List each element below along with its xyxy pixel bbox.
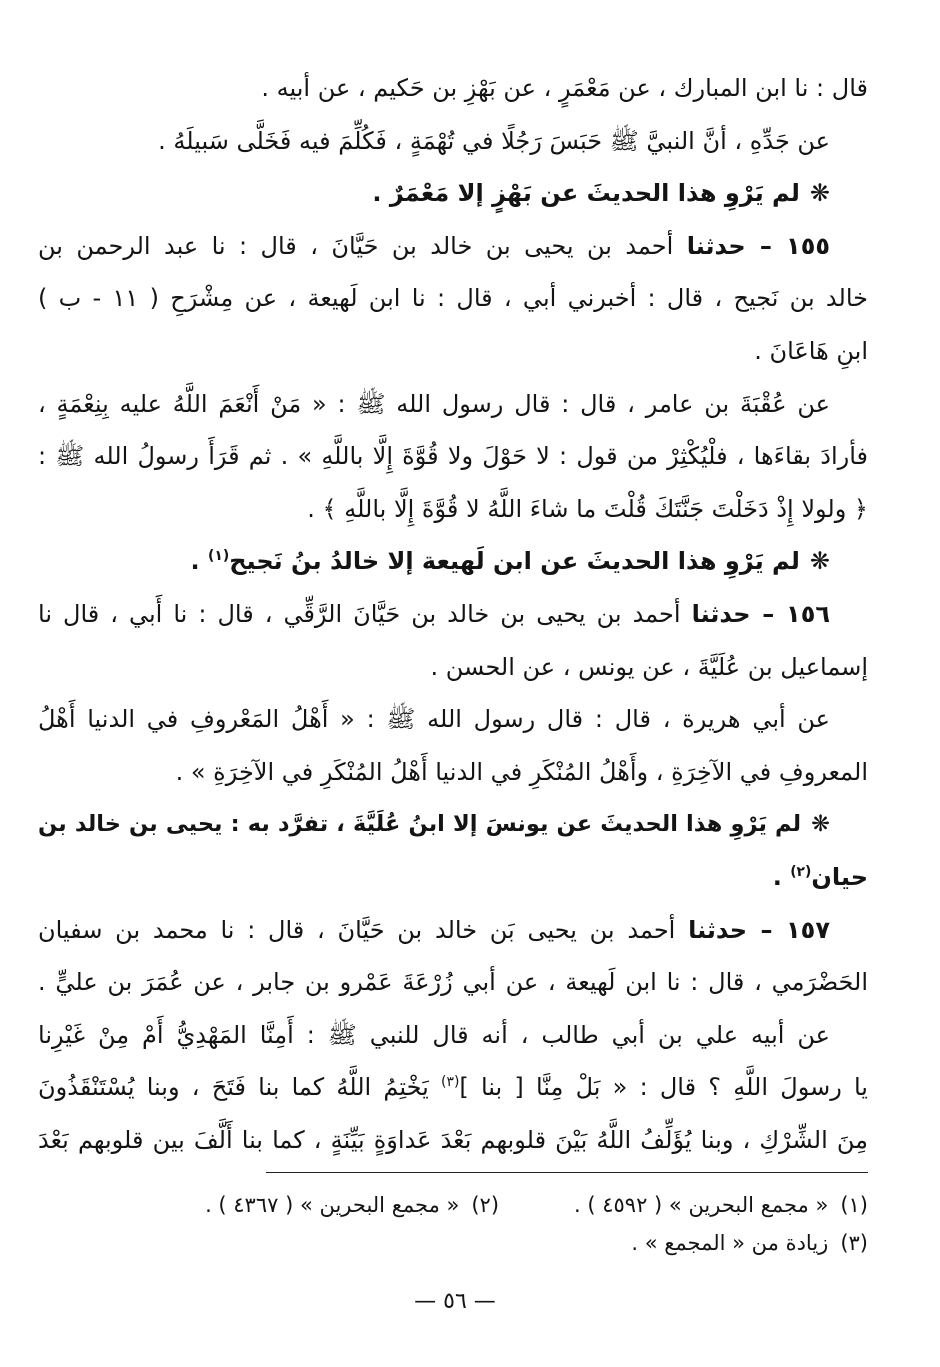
footnote-2 [205,1186,499,1224]
note-text: لم يَرْوِ هذا الحديثَ عن يونسَ إلا ابنُ عُلَيَّةَ ، تفرَّد به : يحيى بن خالد بن [38,811,802,838]
text-line [38,1061,868,1114]
line-text: أحمد بن يحيى بَن خالد بن حَيَّانَ ، قال : نا محمد بن سفيان [38,915,689,944]
editor-note [38,798,868,851]
line-text: يا رسولَ اللَّهِ ؟ قال : « بَلْ مِنَّا [ بنا ] [459,1073,868,1102]
line-text: أحمد بن يحيى بن خالد بن حَيَّانَ ، قال : نا عبد الرحمن بن [38,231,687,260]
main-text [38,62,868,1166]
line-text-continued: يَخْتِمُ اللَّهُ كما بنا فَتَحَ ، وبنا يُسْتَنْقَذُونَ [38,1073,442,1102]
text-line [38,956,868,1009]
line-text: عن عُقْبَةَ بن عامر ، قال : قال رسول الله ﷺ : « مَنْ أَنْعَمَ اللَّهُ عليه بِنِعْمَةٍ ، [38,389,830,418]
hadith-number: ١٥٦ – حدثنا [691,599,830,628]
text-line [38,430,868,483]
footnote-number: (١) [840,1193,868,1217]
page-number: — ٥٦ — [414,1289,496,1314]
footnote-ref: (٣) [441,1074,460,1091]
footnote-text: « مجمع البحرين » ( ٤٣٦٧ ) . [205,1193,460,1217]
quran-verse-line [38,483,868,536]
hadith-number: ١٥٧ – حدثنا [688,915,830,944]
note-end: . [190,547,208,576]
note-text: لم يَرْوِ هذا الحديثَ عن ابن لَهيعة إلا خالدُ بنُ نَجيح [229,547,800,576]
footnotes [38,1186,868,1262]
text-line [38,746,868,799]
line-text: قال : نا ابن المبارك ، عن مَعْمَرٍ ، عن بَهْزِ بن حَكيم ، عن أبيه . [261,74,868,102]
footnote-row [38,1224,868,1262]
line-text: المعروفِ في الآخِرَةِ ، وأَهْلُ المُنْكَرِ في الدنيا أَهْلُ المُنْكَرِ في الآخِرَةِ » . [175,757,868,786]
hadith-number: ١٥٥ – حدثنا [686,231,830,260]
asterism-mark: ❋ [811,811,830,838]
text-line [38,378,868,431]
line-text: عن أبيه علي بن أبي طالب ، أنه قال للنبي ﷺ : أَمِنَّا المَهْدِيُّ أَمْ مِنْ غَيْرِنا [38,1020,830,1049]
line-text: خالد بن نَجيح ، قال : أخبرني أبي ، قال : نا ابن لَهيعة ، عن مِشْرَحِ ( ١١ - ب ) [38,284,868,313]
text-line [38,693,868,746]
hadith-heading-156 [38,588,868,641]
footnote-ref: (٢) [790,863,812,880]
line-text: ابنِ هَاعَانَ . [754,336,868,365]
footnote-ref: (١) [208,548,230,565]
footnote-divider [266,1172,868,1173]
editor-note [38,167,868,220]
asterism-mark: ❋ [809,179,830,208]
line-text: إسماعيل بن عُلَيَّةَ ، عن يونس ، عن الحسن . [430,652,868,681]
footnote-1 [574,1186,868,1224]
text-line [38,115,868,168]
text-line [38,272,868,325]
text-line [38,325,868,378]
text-line [38,641,868,694]
text-line [38,1009,868,1062]
line-text: ﴿ ولولا إِذْ دَخَلْتَ جَنَّتَكَ قُلْتَ ما شاءَ اللَّهُ لا قُوَّةَ إِلَّا باللَّهِ ﴾ . [307,494,868,523]
asterism-mark: ❋ [809,547,830,576]
line-text: فأرادَ بقاءَها ، فلْيُكْثِرْ من قول : لا حَوْلَ ولا قُوَّةَ إِلَّا باللَّهِ » . ثم قَرَأَ رسولُ الله ﷺ : [38,442,868,471]
note-text: حيان [811,862,868,891]
footnote-text: « مجمع البحرين » ( ٤٥٩٢ ) . [574,1193,829,1217]
text-line [38,62,868,115]
line-text: عن جَدِّهِ ، أنَّ النبيَّ ﷺ حَبَسَ رَجُلًا في تُهْمَةٍ ، فَكُلِّمَ فيه فَخَلَّى سَبيلَهُ . [158,126,830,155]
text-line [38,1114,868,1167]
footnote-number: (٣) [840,1231,868,1255]
editor-note-end [38,851,868,904]
editor-note [38,535,868,588]
line-text: مِنَ الشِّرْكِ ، وبنا يُؤَلِّفُ اللَّهُ بَيْنَ قلوبهم بَعْدَ عَداوَةٍ بَيِّنَةٍ ، كما بنا أَلَّفَ بين قلوبهم بَعْدَ [38,1125,868,1154]
footnote-3 [631,1224,868,1262]
footnote-text: زيادة من « المجمع » . [631,1231,829,1255]
line-text: الحَضْرَمي ، قال : نا ابن لَهيعة ، عن أبي زُرْعَةَ عَمْرو بن جابر ، عن عُمَرَ بن عليٍّ . [38,968,868,997]
note-end: . [772,862,791,891]
footnote-number: (٢) [471,1193,500,1217]
note-text: لم يَرْوِ هذا الحديثَ عن بَهْزٍ إلا مَعْمَرٌ . [372,179,800,208]
hadith-heading-155 [38,220,868,273]
line-text: أحمد بن يحيى بن خالد بن حَيَّانَ الرَّقِّي ، قال : نا أَبي ، قال نا [38,599,692,628]
hadith-heading-157 [38,904,868,957]
footnote-row [38,1186,868,1224]
line-text: عن أبي هريرة ، قال : قال رسول الله ﷺ : « أَهْلُ المَعْروفِ في الدنيا أَهْلُ [38,705,830,734]
